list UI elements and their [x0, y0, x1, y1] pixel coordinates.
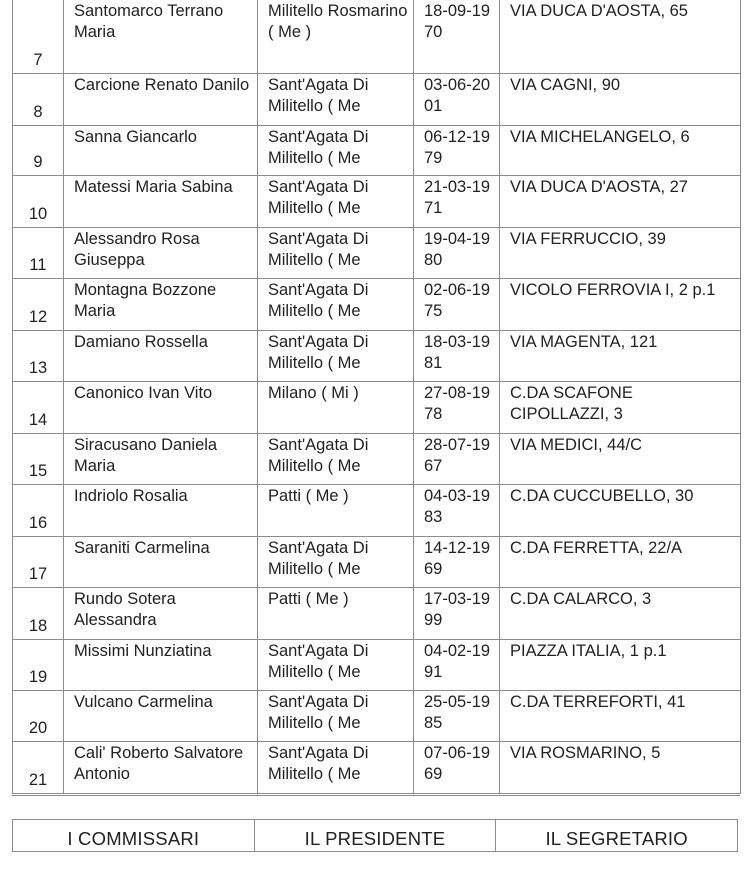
birthplace-cell — [258, 741, 414, 793]
address-cell — [500, 741, 741, 793]
birthplace-cell — [258, 175, 414, 227]
birth-date-cell — [414, 536, 500, 587]
address-cell — [500, 433, 741, 484]
birth-date-cell — [414, 690, 500, 741]
row-number-cell — [13, 690, 64, 741]
birthplace: Sant'Agata Di Militello ( Me — [268, 75, 369, 115]
address-cell — [500, 278, 741, 330]
birth-date: 28-07-1967 — [424, 435, 491, 475]
person-name: Indriolo Rosalia — [74, 486, 188, 505]
table-row — [13, 381, 741, 433]
person-name-cell — [64, 381, 258, 433]
signature-table — [12, 819, 738, 852]
birth-date: 21-03-1971 — [424, 177, 491, 217]
birth-date: 18-09-1970 — [424, 2, 491, 41]
person-name-cell — [64, 125, 258, 175]
row-number: 21 — [28, 770, 48, 789]
row-number: 13 — [28, 358, 48, 377]
birth-date: 04-02-1991 — [424, 641, 491, 681]
birth-date-cell — [414, 227, 500, 278]
birth-date: 25-05-1985 — [424, 692, 491, 732]
birthplace-cell — [258, 536, 414, 587]
birthplace: Sant'Agata Di Militello ( Me — [268, 127, 369, 167]
address-cell — [500, 690, 741, 741]
person-name-cell — [64, 175, 258, 227]
row-number: 17 — [28, 564, 48, 583]
segretario-label: IL SEGRETARIO — [496, 820, 738, 852]
birth-date-cell — [414, 587, 500, 639]
person-name-cell — [64, 690, 258, 741]
person-name: Matessi Maria Sabina — [74, 177, 233, 196]
row-number: 18 — [28, 616, 48, 635]
birth-date-cell — [414, 175, 500, 227]
address-cell — [500, 639, 741, 690]
birth-date-cell — [414, 73, 500, 125]
person-name: Carcione Renato Danilo — [74, 75, 250, 94]
birthplace-cell — [258, 690, 414, 741]
person-name-cell — [64, 536, 258, 587]
row-number: 7 — [33, 50, 43, 69]
row-number-cell — [13, 125, 64, 175]
birthplace-cell — [258, 381, 414, 433]
table-row — [13, 227, 741, 278]
birthplace: Sant'Agata Di Militello ( Me — [268, 229, 369, 269]
person-name-cell — [64, 741, 258, 793]
address-cell — [500, 381, 741, 433]
birthplace: Sant'Agata Di Militello ( Me — [268, 332, 369, 372]
address: C.DA TERREFORTI, 41 — [510, 692, 686, 711]
birth-date-cell — [414, 433, 500, 484]
address: C.DA FERRETTA, 22/A — [510, 538, 683, 557]
row-number-cell — [13, 639, 64, 690]
row-number: 11 — [29, 255, 47, 274]
birthplace-cell — [258, 227, 414, 278]
table-row — [13, 536, 741, 587]
table-row — [13, 741, 741, 793]
address: VIA MICHELANGELO, 6 — [510, 127, 690, 146]
table-row — [13, 125, 741, 175]
birth-date-cell — [414, 125, 500, 175]
birthplace-cell — [258, 433, 414, 484]
table-row — [13, 175, 741, 227]
birthplace: Sant'Agata Di Militello ( Me — [268, 177, 369, 217]
birthplace-cell — [258, 484, 414, 536]
commissari-label: I COMMISSARI — [13, 820, 255, 852]
person-name-cell — [64, 587, 258, 639]
person-name-cell — [64, 639, 258, 690]
address: VIA MAGENTA, 121 — [510, 332, 658, 351]
birth-date-cell — [414, 484, 500, 536]
birth-date: 04-03-1983 — [424, 486, 491, 526]
address-cell — [500, 73, 741, 125]
presidente-label: IL PRESIDENTE — [254, 820, 496, 852]
person-name-cell — [64, 278, 258, 330]
birth-date: 06-12-1979 — [424, 127, 491, 167]
person-name-cell — [64, 484, 258, 536]
table-body — [13, 0, 741, 793]
birthplace: Milano ( Mi ) — [268, 383, 359, 402]
address: VIA FERRUCCIO, 39 — [510, 229, 666, 248]
address: C.DA CUCCUBELLO, 30 — [510, 486, 694, 505]
birth-date: 17-03-1999 — [424, 589, 491, 629]
birthplace-cell — [258, 587, 414, 639]
address: VIA ROSMARINO, 5 — [510, 743, 661, 762]
birth-date: 07-06-1969 — [424, 743, 491, 783]
address-cell — [500, 484, 741, 536]
row-number: 8 — [33, 102, 43, 121]
table-row — [13, 433, 741, 484]
address: C.DA SCAFONE CIPOLLAZZI, 3 — [510, 383, 633, 423]
birth-date-cell — [414, 381, 500, 433]
row-number-cell — [13, 741, 64, 793]
table-row — [13, 73, 741, 125]
table-bottom-rule — [12, 795, 740, 796]
birthplace-cell — [258, 73, 414, 125]
address: VICOLO FERROVIA I, 2 p.1 — [510, 280, 716, 299]
birth-date-cell — [414, 278, 500, 330]
address-cell — [500, 536, 741, 587]
row-number: 9 — [33, 152, 43, 171]
person-name-cell — [64, 0, 258, 73]
row-number: 10 — [28, 204, 48, 223]
person-name: Cali' Roberto Salvatore Antonio — [74, 743, 244, 783]
birthplace-cell — [258, 330, 414, 381]
row-number: 14 — [28, 410, 48, 429]
address: C.DA CALARCO, 3 — [510, 589, 652, 608]
birthplace-cell — [258, 125, 414, 175]
birthplace: Sant'Agata Di Militello ( Me — [268, 435, 369, 475]
row-number-cell — [13, 536, 64, 587]
person-name: Rundo Sotera Alessandra — [74, 589, 176, 629]
birth-date-cell — [414, 330, 500, 381]
table-row — [13, 0, 741, 73]
address-cell — [500, 587, 741, 639]
birthplace-cell — [258, 0, 414, 73]
birthplace: Sant'Agata Di Militello ( Me — [268, 538, 369, 578]
person-name: Sanna Giancarlo — [74, 127, 197, 146]
address-cell — [500, 125, 741, 175]
address-cell — [500, 0, 741, 73]
candidates-table — [12, 0, 741, 794]
person-name-cell — [64, 73, 258, 125]
table-row — [13, 690, 741, 741]
row-number: 16 — [28, 513, 48, 532]
row-number-cell — [13, 278, 64, 330]
person-name: Alessandro Rosa Giuseppa — [74, 229, 200, 269]
address: VIA MEDICI, 44/C — [510, 435, 643, 454]
birthplace-cell — [258, 639, 414, 690]
birthplace: Sant'Agata Di Militello ( Me — [268, 692, 369, 732]
birthplace: Sant'Agata Di Militello ( Me — [268, 641, 369, 681]
row-number-cell — [13, 587, 64, 639]
person-name-cell — [64, 433, 258, 484]
birth-date: 03-06-2001 — [424, 75, 491, 115]
birth-date: 02-06-1975 — [424, 280, 491, 320]
birthplace: Militello Rosmarino ( Me ) — [268, 2, 408, 41]
row-number-cell — [13, 73, 64, 125]
row-number-cell — [13, 484, 64, 536]
birth-date: 14-12-1969 — [424, 538, 491, 578]
birth-date: 18-03-1981 — [424, 332, 491, 372]
table-row — [13, 587, 741, 639]
person-name: Saraniti Carmelina — [74, 538, 210, 557]
birth-date: 27-08-1978 — [424, 383, 491, 423]
row-number-cell — [13, 0, 64, 73]
row-number-cell — [13, 381, 64, 433]
row-number: 12 — [28, 307, 48, 326]
table-row — [13, 278, 741, 330]
person-name: Montagna Bozzone Maria — [74, 280, 217, 320]
row-number: 20 — [28, 718, 48, 737]
birth-date-cell — [414, 741, 500, 793]
birthplace: Patti ( Me ) — [268, 486, 349, 505]
address-cell — [500, 330, 741, 381]
address-cell — [500, 175, 741, 227]
table-row — [13, 484, 741, 536]
birthplace: Patti ( Me ) — [268, 589, 349, 608]
row-number: 15 — [28, 461, 48, 480]
address: PIAZZA ITALIA, 1 p.1 — [510, 641, 667, 660]
address-cell — [500, 227, 741, 278]
person-name: Siracusano Daniela Maria — [74, 435, 218, 475]
person-name: Missimi Nunziatina — [74, 641, 212, 660]
table-row — [13, 330, 741, 381]
person-name-cell — [64, 330, 258, 381]
address: VIA CAGNI, 90 — [510, 75, 621, 94]
row-number-cell — [13, 433, 64, 484]
birthplace-cell — [258, 278, 414, 330]
birthplace: Sant'Agata Di Militello ( Me — [268, 743, 369, 783]
address: VIA DUCA D'AOSTA, 27 — [510, 177, 688, 196]
birth-date-cell — [414, 0, 500, 73]
row-number: 19 — [28, 667, 48, 686]
row-number-cell — [13, 175, 64, 227]
person-name: Damiano Rossella — [74, 332, 208, 351]
table-row — [13, 639, 741, 690]
birth-date: 19-04-1980 — [424, 229, 491, 269]
birthplace: Sant'Agata Di Militello ( Me — [268, 280, 369, 320]
address: VIA DUCA D'AOSTA, 65 — [510, 2, 688, 20]
person-name: Santomarco Terrano Maria — [74, 2, 224, 41]
row-number-cell — [13, 227, 64, 278]
person-name: Vulcano Carmelina — [74, 692, 213, 711]
person-name-cell — [64, 227, 258, 278]
row-number-cell — [13, 330, 64, 381]
person-name: Canonico Ivan Vito — [74, 383, 213, 402]
birth-date-cell — [414, 639, 500, 690]
